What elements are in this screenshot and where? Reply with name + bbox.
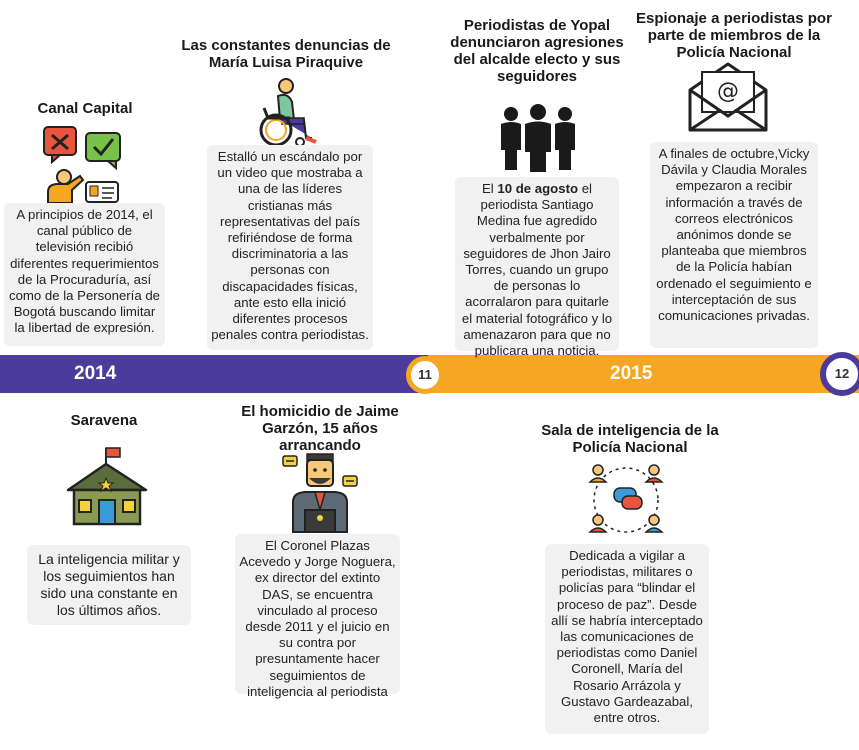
- year-2015-label: 2015: [610, 363, 653, 384]
- group-icon: [497, 104, 579, 172]
- wheelchair-icon: [254, 78, 322, 148]
- event-title-espionaje: Espionaje a periodistas por parte de miembros de la Policía Nacional: [636, 10, 832, 61]
- event-card-saravena: La inteligencia militar y los seguimientos han sido una constante en los últimos años.: [27, 545, 191, 625]
- year-2014-label: 2014: [74, 363, 117, 384]
- event-card-yopal: [455, 177, 619, 359]
- svg-text:@: @: [717, 79, 739, 104]
- event-card-canal-capital: A principios de 2014, el canal público de televisión recibió diferentes requerimientos de la Procuraduría, así como de la Personería de Bogotá buscando limitar la libertad de expresión.: [4, 203, 165, 346]
- barracks-icon: [66, 444, 148, 526]
- event-card-sala-inteligencia: Dedicada a vigilar a periodistas, militares o policías para “blindar el proceso de paz”. Desde allí se habría interceptado las comunicaciones de periodistas como Daniel Coronell, María del Rosario Arrázola y Gustavo Gardeazabal, entre otros.: [545, 544, 709, 734]
- chat-bubbles-icon: [42, 124, 124, 204]
- speaker-icon: [281, 452, 361, 534]
- event-title-piraquive: Las constantes denuncias de María Luisa Piraquive: [181, 37, 391, 71]
- event-title-canal-capital: Canal Capital: [37, 100, 133, 117]
- timeline-node-11: 11: [406, 356, 444, 394]
- event-card-garzon: El Coronel Plazas Acevedo y Jorge Noguera, ex director del extinto DAS, se encuentra vinculado al proceso desde 2011 y el juicio en su contra por presuntamente hacer seguimientos de inteligencia al periodista: [235, 534, 400, 694]
- email-icon: [686, 60, 770, 132]
- timeline-bar-2014: [0, 355, 428, 393]
- event-title-sala-inteligencia: Sala de inteligencia de la Policía Nacional: [541, 422, 719, 456]
- event-title-garzon: El homicidio de Jaime Garzón, 15 años arrancando: [241, 403, 399, 454]
- event-card-yopal-prefix: El: [482, 181, 498, 196]
- event-card-piraquive: Estalló un escándalo por un video que mostraba a una de las líderes cristianas más representativas del país refiriéndose de forma discriminatoria a las personas con discapacidades físicas, ante esto ella inició diferentes procesos penales contra periodistas.: [207, 145, 373, 350]
- event-card-espionaje: A finales de octubre,Vicky Dávila y Claudia Morales empezaron a recibir información a través de correos electrónicos anónimos donde se planteaba que miembros de la Policía habían ordenado el seguimiento e interceptación de sus comunicaciones privadas.: [650, 142, 818, 348]
- event-title-yopal: Periodistas de Yopal denunciaron agresiones del alcalde electo y sus seguidores: [450, 17, 624, 85]
- event-title-saravena: Saravena: [70, 412, 138, 429]
- network-icon: [586, 460, 666, 538]
- event-card-yopal-date: 10 de agosto: [497, 181, 579, 196]
- event-card-yopal-rest: el periodista Santiago Medina fue agredido verbalmente por seguidores de Jhon Jairo Torres, cuando un grupo de personas lo acorralaron para quitarle el material fotográfico y lo amenazaron para que no publicara una noticia.: [461, 181, 613, 359]
- timeline-node-12: 12: [820, 352, 859, 396]
